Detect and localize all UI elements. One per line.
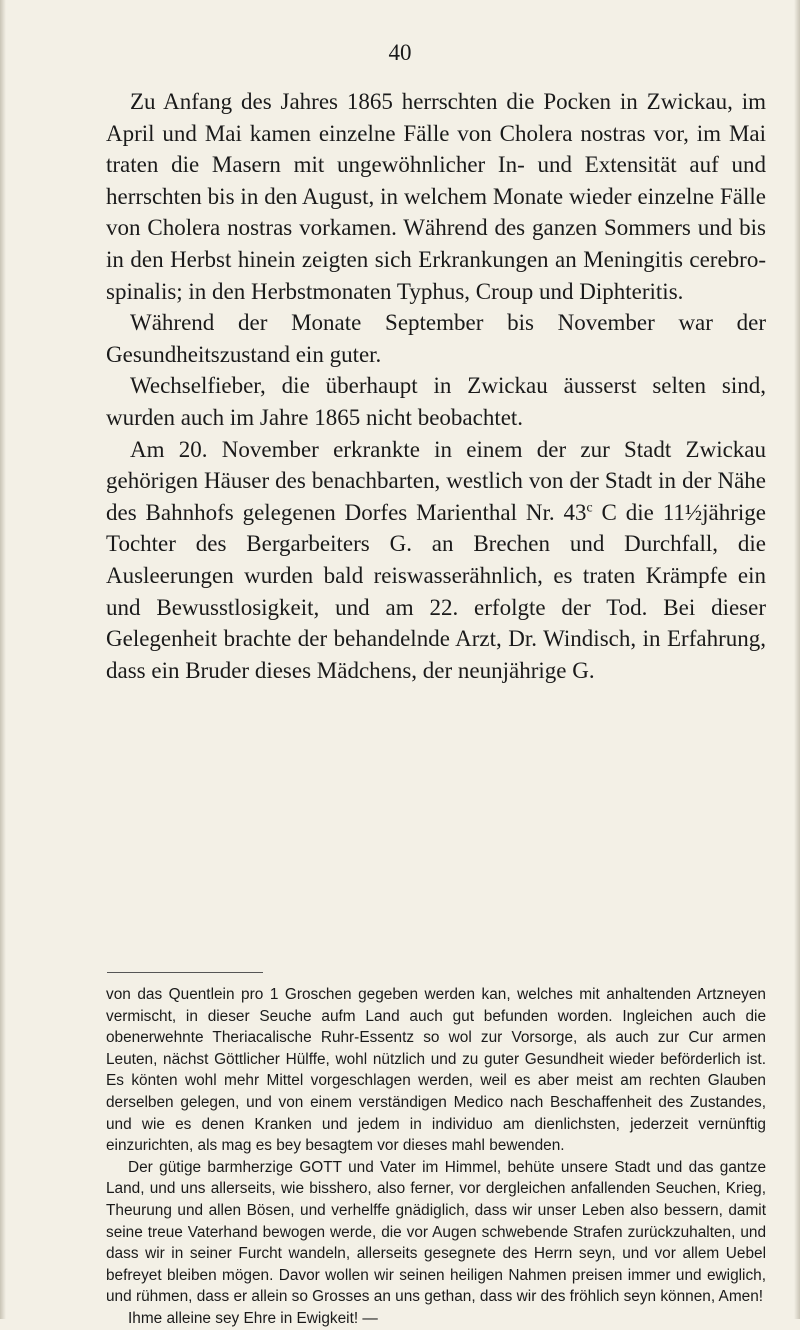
main-paragraph-1: Zu Anfang des Jahres 1865 herrschten die Pocken in Zwickau, im April und Mai kamen einzelne Fälle von Cholera nostras vor, im Mai traten die Masern mit ungewöhnlicher In- und Extensität auf und herrschten bis in den August, in welchem Monate wieder einzelne Fälle von Cholera nostras vorkamen. Während des ganzen Sommers und bis in den Herbst hinein zeigten sich Erkrankungen an Meningitis cerebro-spinalis; in den Herbstmonaten Typhus, Croup und Diphteritis. [106,89,766,304]
page-edge-left [0,0,6,1319]
footnote-paragraph-3: Ihme alleine sey Ehre in Ewigkeit! — [128,1309,378,1327]
footnote [106,984,766,1330]
main-paragraph-2: Während der Monate September bis November war der Gesundheitszustand ein guter. [106,310,766,367]
main-text [106,86,766,686]
footnote-paragraph-1: von das Quentlein pro 1 Groschen gegeben werden kan, welches mit anhaltenden Artzneyen vermischt, in dieser Seuche aufm Land auch gut befunden worden. Ingleichen auch die obenerwehnte Theriacalische Ruhr-Essentz so wol zur Vorsorge, als auch zur Cur armen Leuten, nächst Göttlicher Hülffe, wohl nützlich und zu guter Gesundheit wieder beförderlich ist. Es könten wohl mehr Mittel vorgeschlagen werden, weil es aber meist am rechten Glauben derselben gelegen, und von einem verständigen Medico nach Beschaffenheit des Zustandes, und wie es denen Kranken und jedem in individuo am dienlichsten, jederzeit vernünftig einzurichten, als mag es bey besagtem vor dieses mahl bewenden. [106,986,766,1155]
page-edge-right [794,0,800,1319]
page-number: 40 [388,40,412,65]
main-paragraph-4 [106,434,766,687]
main-paragraph-4-text-b: C die 11½jährige Tochter des Bergarbeiters G. an Brechen und Durchfall, die Ausleerungen wurden bald reiswasserähnlich, es traten Krämpfe ein und Bewusstlosigkeit, und am 22. erfolgte der Tod. Bei dieser Gelegenheit brachte der behandelnde Arzt, Dr. Windisch, in Erfahrung, dass ein Bruder dieses Mädchens, der neunjährige G. [106,499,766,683]
main-paragraph-4-text-a: Am 20. November erkrankte in einem der zur Stadt Zwickau gehörigen Häuser des benachbarten, westlich von der Stadt in der Nähe des Bahnhofs gelegenen Dorfes Marienthal Nr. 43 [106,436,766,525]
main-paragraph-3: Wechselfieber, die überhaupt in Zwickau äusserst selten sind, wurden auch im Jahre 1865 nicht beobachtet. [106,373,766,430]
footnote-divider [107,972,263,973]
house-number-superscript: c [586,499,593,515]
footnote-paragraph-2: Der gütige barmherzige GOTT und Vater im Himmel, behüte unsere Stadt und das gantze Land, und uns allerseits, wie bisshero, also ferner, vor dergleichen anfallenden Seuchen, Krieg, Theurung und allen Bösen, und verhelffe gnädiglich, dass wir unser Leben also bessern, damit seine treue Vaterhand bewogen werde, die vor Augen schwebende Strafen zurückzuhalten, und dass wir in seiner Furcht wandeln, allerseits gesegnete des Herrn seyn, und vor allem Uebel befreyet bleiben mögen. Davor wollen wir seinen heiligen Nahmen preisen immer und ewiglich, und rühmen, dass er allein so Grosses an uns gethan, dass wir des fröhlich seyn können, Amen! [106,1158,766,1306]
